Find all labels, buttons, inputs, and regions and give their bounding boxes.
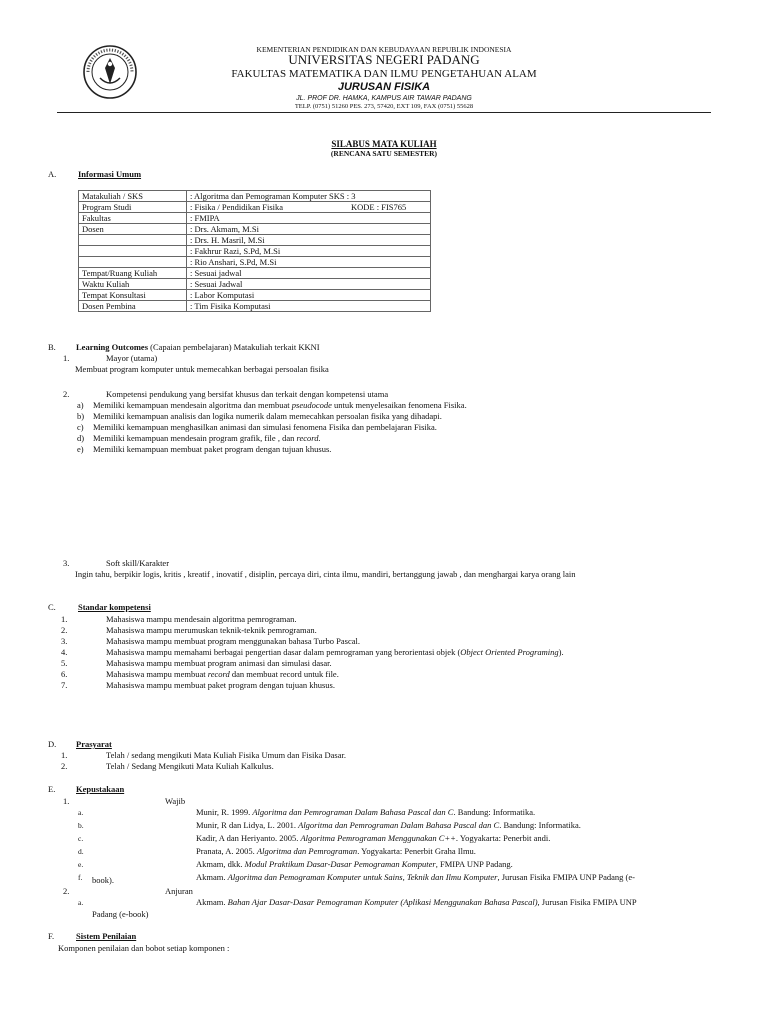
reference-publisher: . Yogyakarta: Penerbit andi. (455, 833, 551, 843)
faculty-name: FAKULTAS MATEMATIKA DAN ILMU PENGETAHUAN ALAM (231, 68, 537, 80)
section-a-letter: A. (48, 169, 57, 179)
info-value-text: : Fisika / Pendidikan Fisika (190, 202, 284, 212)
reference-publisher: , Jurusan Fisika FMIPA UNP (537, 897, 637, 907)
lo-item3-title: Soft skill/Karakter (106, 558, 170, 568)
section-a-heading: Informasi Umum (78, 169, 142, 179)
prerequisite-number: 2. (61, 761, 68, 771)
lo-sub-letter: a) (77, 400, 84, 410)
competency-item (106, 658, 332, 669)
competency-number: 4. (61, 647, 68, 657)
lo-sub-text-post: untuk menyelesaikan fenomena Fisika. (331, 400, 467, 410)
info-value-text: : Labor Komputasi (190, 290, 255, 300)
info-key (79, 246, 187, 257)
competency-italic: Object Oriented Programing (460, 647, 559, 657)
lo-sub-letter: d) (77, 433, 85, 443)
reference-author: Pranata, A. 2005. (196, 846, 257, 856)
section-d-heading: Prasyarat (76, 739, 112, 749)
lo-sub-letter: e) (77, 444, 84, 454)
competency-item (106, 680, 335, 691)
lo-sub-text: Memiliki kemampuan membuat paket program dengan tujuan khusus. (93, 444, 332, 454)
info-key (79, 257, 187, 268)
info-value (187, 290, 431, 301)
lo-item1-text: Membuat program komputer untuk memecahkan berbagai persoalan fisika (75, 364, 329, 374)
info-value-text: : FMIPA (190, 213, 220, 223)
doc-subtitle: (RENCANA SATU SEMESTER) (330, 149, 438, 158)
lo-item2-number: 2. (63, 389, 70, 399)
info-value (187, 224, 431, 235)
reference-publisher: . Bandung: Informatika. (453, 807, 536, 817)
competency-italic: record (207, 669, 230, 679)
section-e-letter: E. (48, 784, 56, 794)
doc-title: SILABUS MATA KULIAH (331, 139, 437, 149)
reference-letter: c. (78, 834, 84, 843)
info-row (79, 224, 431, 235)
lo-sub-item (93, 433, 321, 444)
reference-item (196, 846, 476, 857)
reference-letter: d. (78, 847, 84, 856)
reference-author: Kadir, A dan Heriyanto. 2005. (196, 833, 301, 843)
competency-text-post: ). (558, 647, 564, 657)
competency-number: 3. (61, 636, 68, 646)
department-name: JURUSAN FISIKA (337, 81, 431, 93)
info-value (187, 268, 431, 279)
section-b-letter: B. (48, 342, 56, 352)
reference-item (196, 872, 635, 883)
info-value-text: : Sesuai jadwal (190, 268, 242, 278)
info-key: Tempat/Ruang Kuliah (79, 268, 187, 279)
info-value (187, 191, 431, 202)
lo-sub-item (93, 444, 331, 455)
info-row (79, 268, 431, 279)
info-row (79, 202, 431, 213)
ref-group2-number: 2. (63, 886, 70, 896)
ref-g2-continuation: Padang (e-book) (92, 909, 149, 919)
lo-sub-italic: pseudocode (291, 400, 332, 410)
lo-item1-number: 1. (63, 353, 70, 363)
section-b-heading-rest: (Capaian pembelajaran) Matakuliah terkait KKNI (148, 342, 320, 352)
reference-publisher: . Yogyakarta: Penerbit Graha Ilmu. (357, 846, 476, 856)
competency-text: Mahasiswa mampu memahami berbagai pengertian dasar dalam pemrograman yang berorientasi objek ( (106, 647, 461, 657)
university-name: UNIVERSITAS NEGERI PADANG (288, 52, 480, 67)
info-value-text: : Tim Fisika Komputasi (190, 301, 271, 311)
competency-text: Mahasiswa mampu membuat paket program dengan tujuan khusus. (106, 680, 335, 690)
reference-item (196, 807, 535, 818)
section-c-heading: Standar kompetensi (78, 602, 151, 612)
info-value-text: : Drs. H. Masril, M.Si (190, 235, 265, 245)
info-key: Dosen Pembina (79, 301, 187, 312)
lo-sub-item (93, 400, 467, 411)
info-row (79, 290, 431, 301)
reference-letter: a. (78, 808, 84, 817)
lo-item2-title: Kompetensi pendukung yang bersifat khusus dan terkait dengan kompetensi utama (106, 389, 389, 399)
info-row (79, 257, 431, 268)
ref-f-continuation: book). (92, 875, 114, 885)
assessment-intro: Komponen penilaian dan bobot setiap komponen : (58, 943, 230, 953)
reference-publisher: , Jurusan Fisika FMIPA UNP Padang (e- (497, 872, 635, 882)
reference-letter: a. (78, 898, 84, 907)
info-key: Dosen (79, 224, 187, 235)
section-d-letter: D. (48, 739, 57, 749)
info-key (79, 235, 187, 246)
info-row (79, 301, 431, 312)
competency-text: Mahasiswa mampu membuat program menggunakan bahasa Turbo Pascal. (106, 636, 361, 646)
address-line: JL. PROF DR. HAMKA, KAMPUS AIR TAWAR PADANG (296, 95, 472, 102)
lo-item3-number: 3. (63, 558, 70, 568)
info-key: Matakuliah / SKS (79, 191, 187, 202)
reference-letter: e. (78, 860, 84, 869)
section-e-heading: Kepustakaan (76, 784, 125, 794)
info-row (79, 191, 431, 202)
reference-title: Algoritma dan Pemrograman (256, 846, 358, 856)
competency-number: 7. (61, 680, 68, 690)
competency-text: Mahasiswa mampu membuat program animasi dan simulasi dasar. (106, 658, 332, 668)
section-f-letter: F. (48, 931, 55, 941)
info-value-text: : Algoritma dan Pemograman Komputer SKS : 3 (190, 191, 356, 201)
reference-title: Algoritma dan Pemrograman Dalam Bahasa Pascal dan C (298, 820, 500, 830)
lo-sub-letter: b) (77, 411, 85, 421)
info-value (187, 279, 431, 290)
info-value-text: : Drs. Akmam, M.Si (190, 224, 259, 234)
reference-letter: b. (78, 821, 84, 830)
competency-item (106, 625, 317, 636)
info-value-text: : Rio Anshari, S.Pd, M.Si (190, 257, 277, 267)
reference-publisher: . Bandung: Informatika. (499, 820, 581, 830)
reference-item (196, 859, 513, 870)
reference-author: Akmam. (196, 897, 228, 907)
lo-sub-text: Memiliki kemampuan mendesain algoritma dan membuat (93, 400, 292, 410)
prerequisite-number: 1. (61, 750, 68, 760)
info-value (187, 257, 431, 268)
lo-sub-item (93, 422, 437, 433)
reference-author: Munir, R dan Lidya, L. 2001. (196, 820, 299, 830)
reference-title: Bahan Ajar Dasar-Dasar Pemograman Komputer (Aplikasi Menggunakan Bahasa Pascal) (227, 897, 538, 907)
reference-title: Modul Praktikum Dasar-Dasar Pemograman Komputer (244, 859, 436, 869)
reference-author: Akmam. (196, 872, 228, 882)
ref-group2-title: Anjuran (165, 886, 193, 896)
lo-sub-italic: record. (296, 433, 321, 443)
info-value-text: : Sesuai Jadwal (190, 279, 243, 289)
competency-text: Mahasiswa mampu merumuskan teknik-teknik pemrograman. (106, 625, 317, 635)
reference-publisher: , FMIPA UNP Padang. (435, 859, 513, 869)
section-c-letter: C. (48, 602, 56, 612)
reference-title: Algoritma dan Pemograman Komputer untuk Sains, Teknik dan Ilmu Komputer (227, 872, 498, 882)
info-row (79, 235, 431, 246)
header-divider (57, 112, 711, 113)
prerequisite-item: Telah / Sedang Mengikuti Mata Kuliah Kalkulus. (106, 761, 274, 771)
competency-item (106, 636, 360, 647)
info-row (79, 279, 431, 290)
prerequisite-item: Telah / sedang mengikuti Mata Kuliah Fisika Umum dan Fisika Dasar. (106, 750, 346, 760)
info-key: Tempat Konsultasi (79, 290, 187, 301)
info-row (79, 213, 431, 224)
competency-item (106, 614, 297, 625)
reference-letter: f. (78, 873, 83, 882)
section-b-heading: Learning Outcomes (76, 342, 149, 352)
section-f-heading: Sistem Penilaian (76, 931, 137, 941)
competency-number: 2. (61, 625, 68, 635)
reference-title: Algoritma dan Pemrograman Dalam Bahasa Pascal dan C (252, 807, 454, 817)
reference-item (196, 820, 581, 831)
lo-sub-item (93, 411, 442, 422)
competency-text: Mahasiswa mampu mendesain algoritma pemrograman. (106, 614, 297, 624)
info-value (187, 235, 431, 246)
competency-text-post: dan membuat record untuk file. (229, 669, 339, 679)
reference-item (196, 833, 550, 844)
ref-group1-number: 1. (63, 796, 70, 806)
section-b-heading-line (76, 342, 320, 353)
competency-item (106, 647, 564, 658)
ref-group1-title: Wajib (165, 796, 186, 806)
competency-number: 1. (61, 614, 68, 624)
contact-line: TELP. (0751) 51260 PES. 273, 57420, EXT 109, FAX (0751) 55628 (294, 103, 474, 110)
info-value (187, 301, 431, 312)
reference-title: Algoritma Pemrograman Menggunakan C++ (300, 833, 456, 843)
competency-number: 5. (61, 658, 68, 668)
lo-sub-text: Memiliki kemampuan menghasilkan animasi dan simulasi fenomena Fisika dan pembelajaran Fisika. (93, 422, 437, 432)
reference-item (196, 897, 637, 908)
lo-sub-letter: c) (77, 422, 84, 432)
info-key: Waktu Kuliah (79, 279, 187, 290)
info-value (187, 202, 431, 213)
info-key: Program Studi (79, 202, 187, 213)
info-value-text: : Fakhrur Razi, S.Pd, M.Si (190, 246, 281, 256)
reference-author: Akmam, dkk. (196, 859, 245, 869)
general-info-table (78, 190, 431, 312)
info-row (79, 246, 431, 257)
info-value (187, 246, 431, 257)
reference-author: Munir, R. 1999. (196, 807, 253, 817)
lo-item1-title: Mayor (utama) (106, 353, 158, 363)
competency-text: Mahasiswa mampu membuat (106, 669, 208, 679)
lo-item3-text: Ingin tahu, berpikir logis, kritis , kreatif , inovatif , disiplin, percaya diri, cinta ilmu, mandiri, bertanggung jawab , dan menghargai karya orang lain (75, 569, 576, 579)
lo-sub-text: Memiliki kemampuan analisis dan logika numerik dalam memecahkan persoalan fisika yang dihadapi. (93, 411, 442, 421)
info-value-extra: KODE : FIS765 (351, 202, 407, 212)
info-value (187, 213, 431, 224)
lo-sub-text: Memiliki kemampuan mendesain program grafik, file , dan (93, 433, 297, 443)
info-key: Fakultas (79, 213, 187, 224)
competency-item (106, 669, 339, 680)
competency-number: 6. (61, 669, 68, 679)
ministry-name: KEMENTERIAN PENDIDIKAN DAN KEBUDAYAAN REPUBLIK INDONESIA (256, 45, 512, 54)
